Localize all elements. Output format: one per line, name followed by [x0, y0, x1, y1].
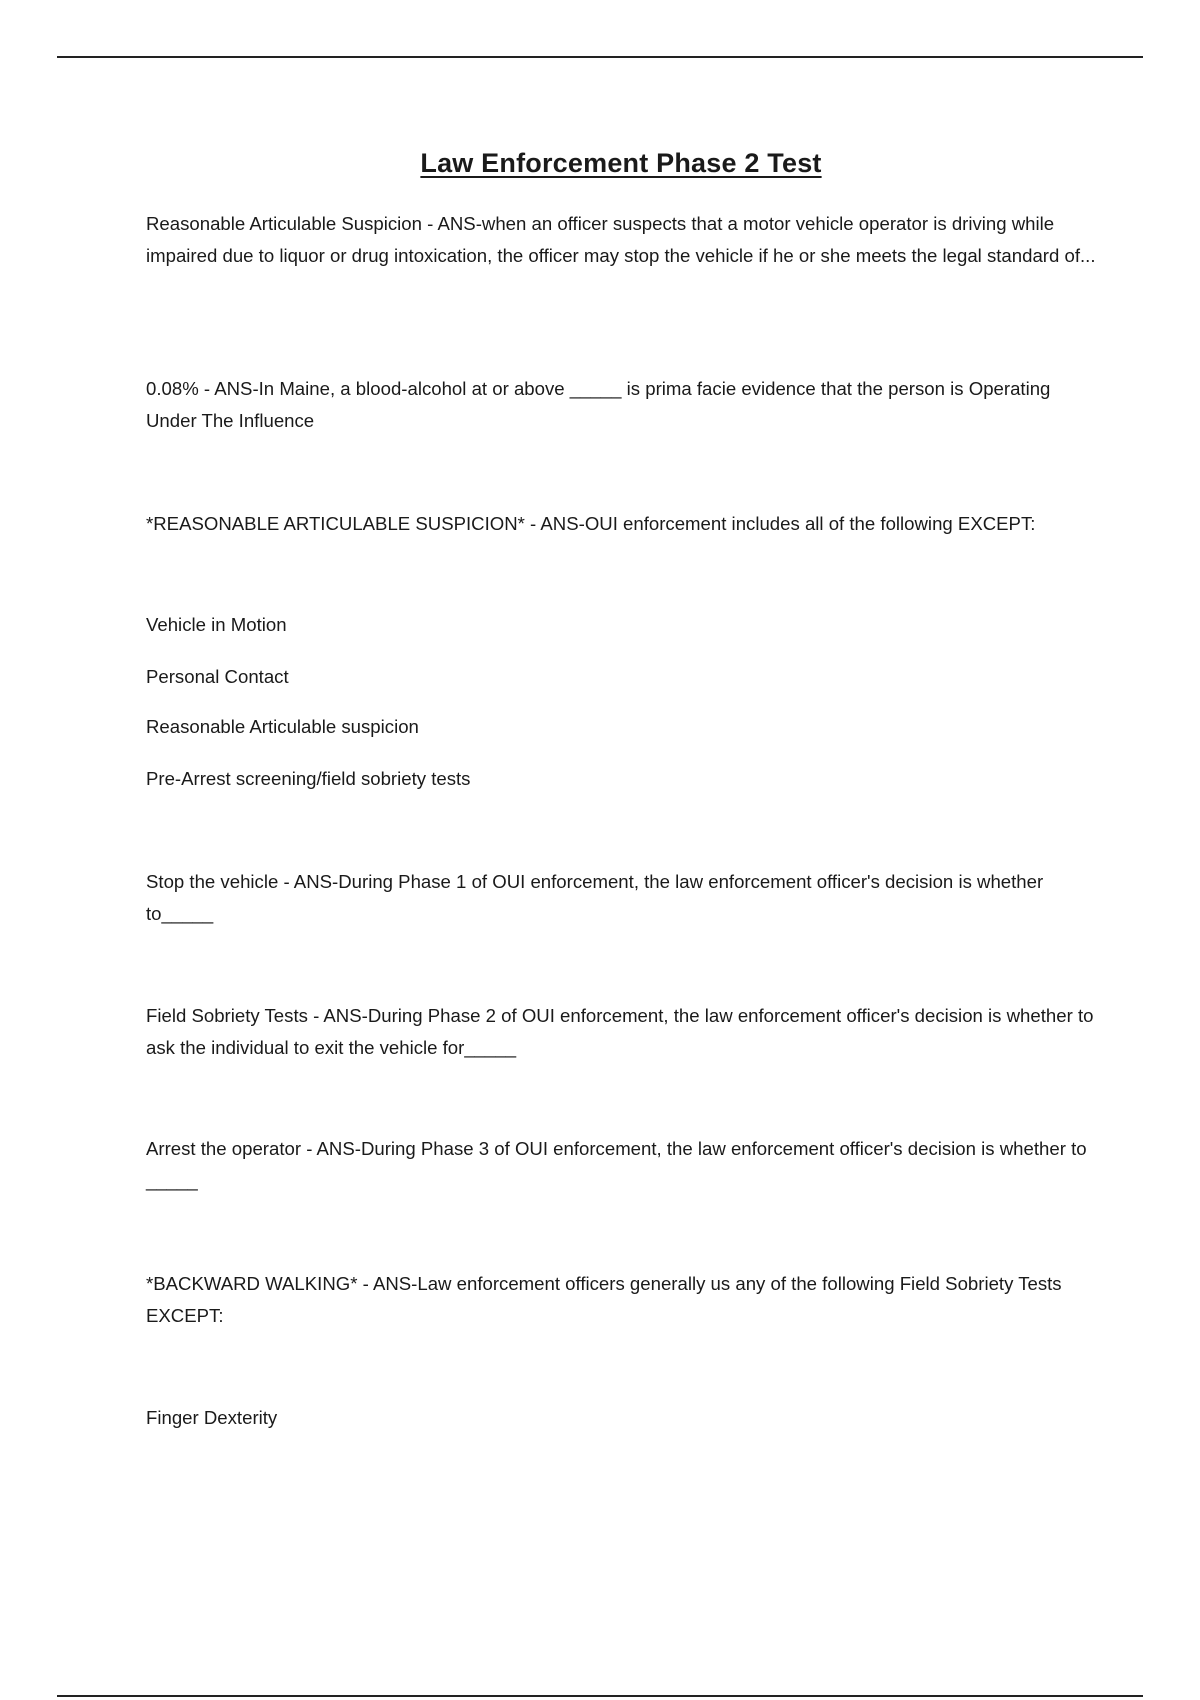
answer-option: Vehicle in Motion [146, 614, 287, 635]
answer-option: Pre-Arrest screening/field sobriety tests [146, 768, 471, 789]
answer-option: Finger Dexterity [146, 1407, 278, 1428]
question-entry-2: 0.08% - ANS-In Maine, a blood-alcohol at or above _____ is prima facie evidence that the person is Operating Under The Influence [146, 378, 1051, 431]
question-entry-3: *REASONABLE ARTICULABLE SUSPICION* - ANS-OUI enforcement includes all of the following EXCEPT: [146, 513, 1036, 534]
question-entry-7: *BACKWARD WALKING* - ANS-Law enforcement officers generally us any of the following Field Sobriety Tests EXCEPT: [146, 1273, 1062, 1326]
answer-option: Reasonable Articulable suspicion [146, 716, 419, 737]
question-entry-1: Reasonable Articulable Suspicion - ANS-when an officer suspects that a motor vehicle operator is driving while impaired due to liquor or drug intoxication, the officer may stop the vehicle if he or she meets the legal standard of... [146, 213, 1096, 266]
question-entry-4: Stop the vehicle - ANS-During Phase 1 of OUI enforcement, the law enforcement officer's decision is whether to_____ [146, 871, 1044, 924]
answer-option: Personal Contact [146, 666, 289, 687]
question-entry-6: Arrest the operator - ANS-During Phase 3 of OUI enforcement, the law enforcement officer's decision is whether to _____ [146, 1138, 1087, 1191]
question-entry-5: Field Sobriety Tests - ANS-During Phase 2 of OUI enforcement, the law enforcement officer's decision is whether to ask the individual to exit the vehicle for_____ [146, 1005, 1094, 1058]
top-rule [57, 56, 1143, 58]
bottom-rule [57, 1695, 1143, 1697]
document-title: Law Enforcement Phase 2 Test [420, 148, 822, 178]
